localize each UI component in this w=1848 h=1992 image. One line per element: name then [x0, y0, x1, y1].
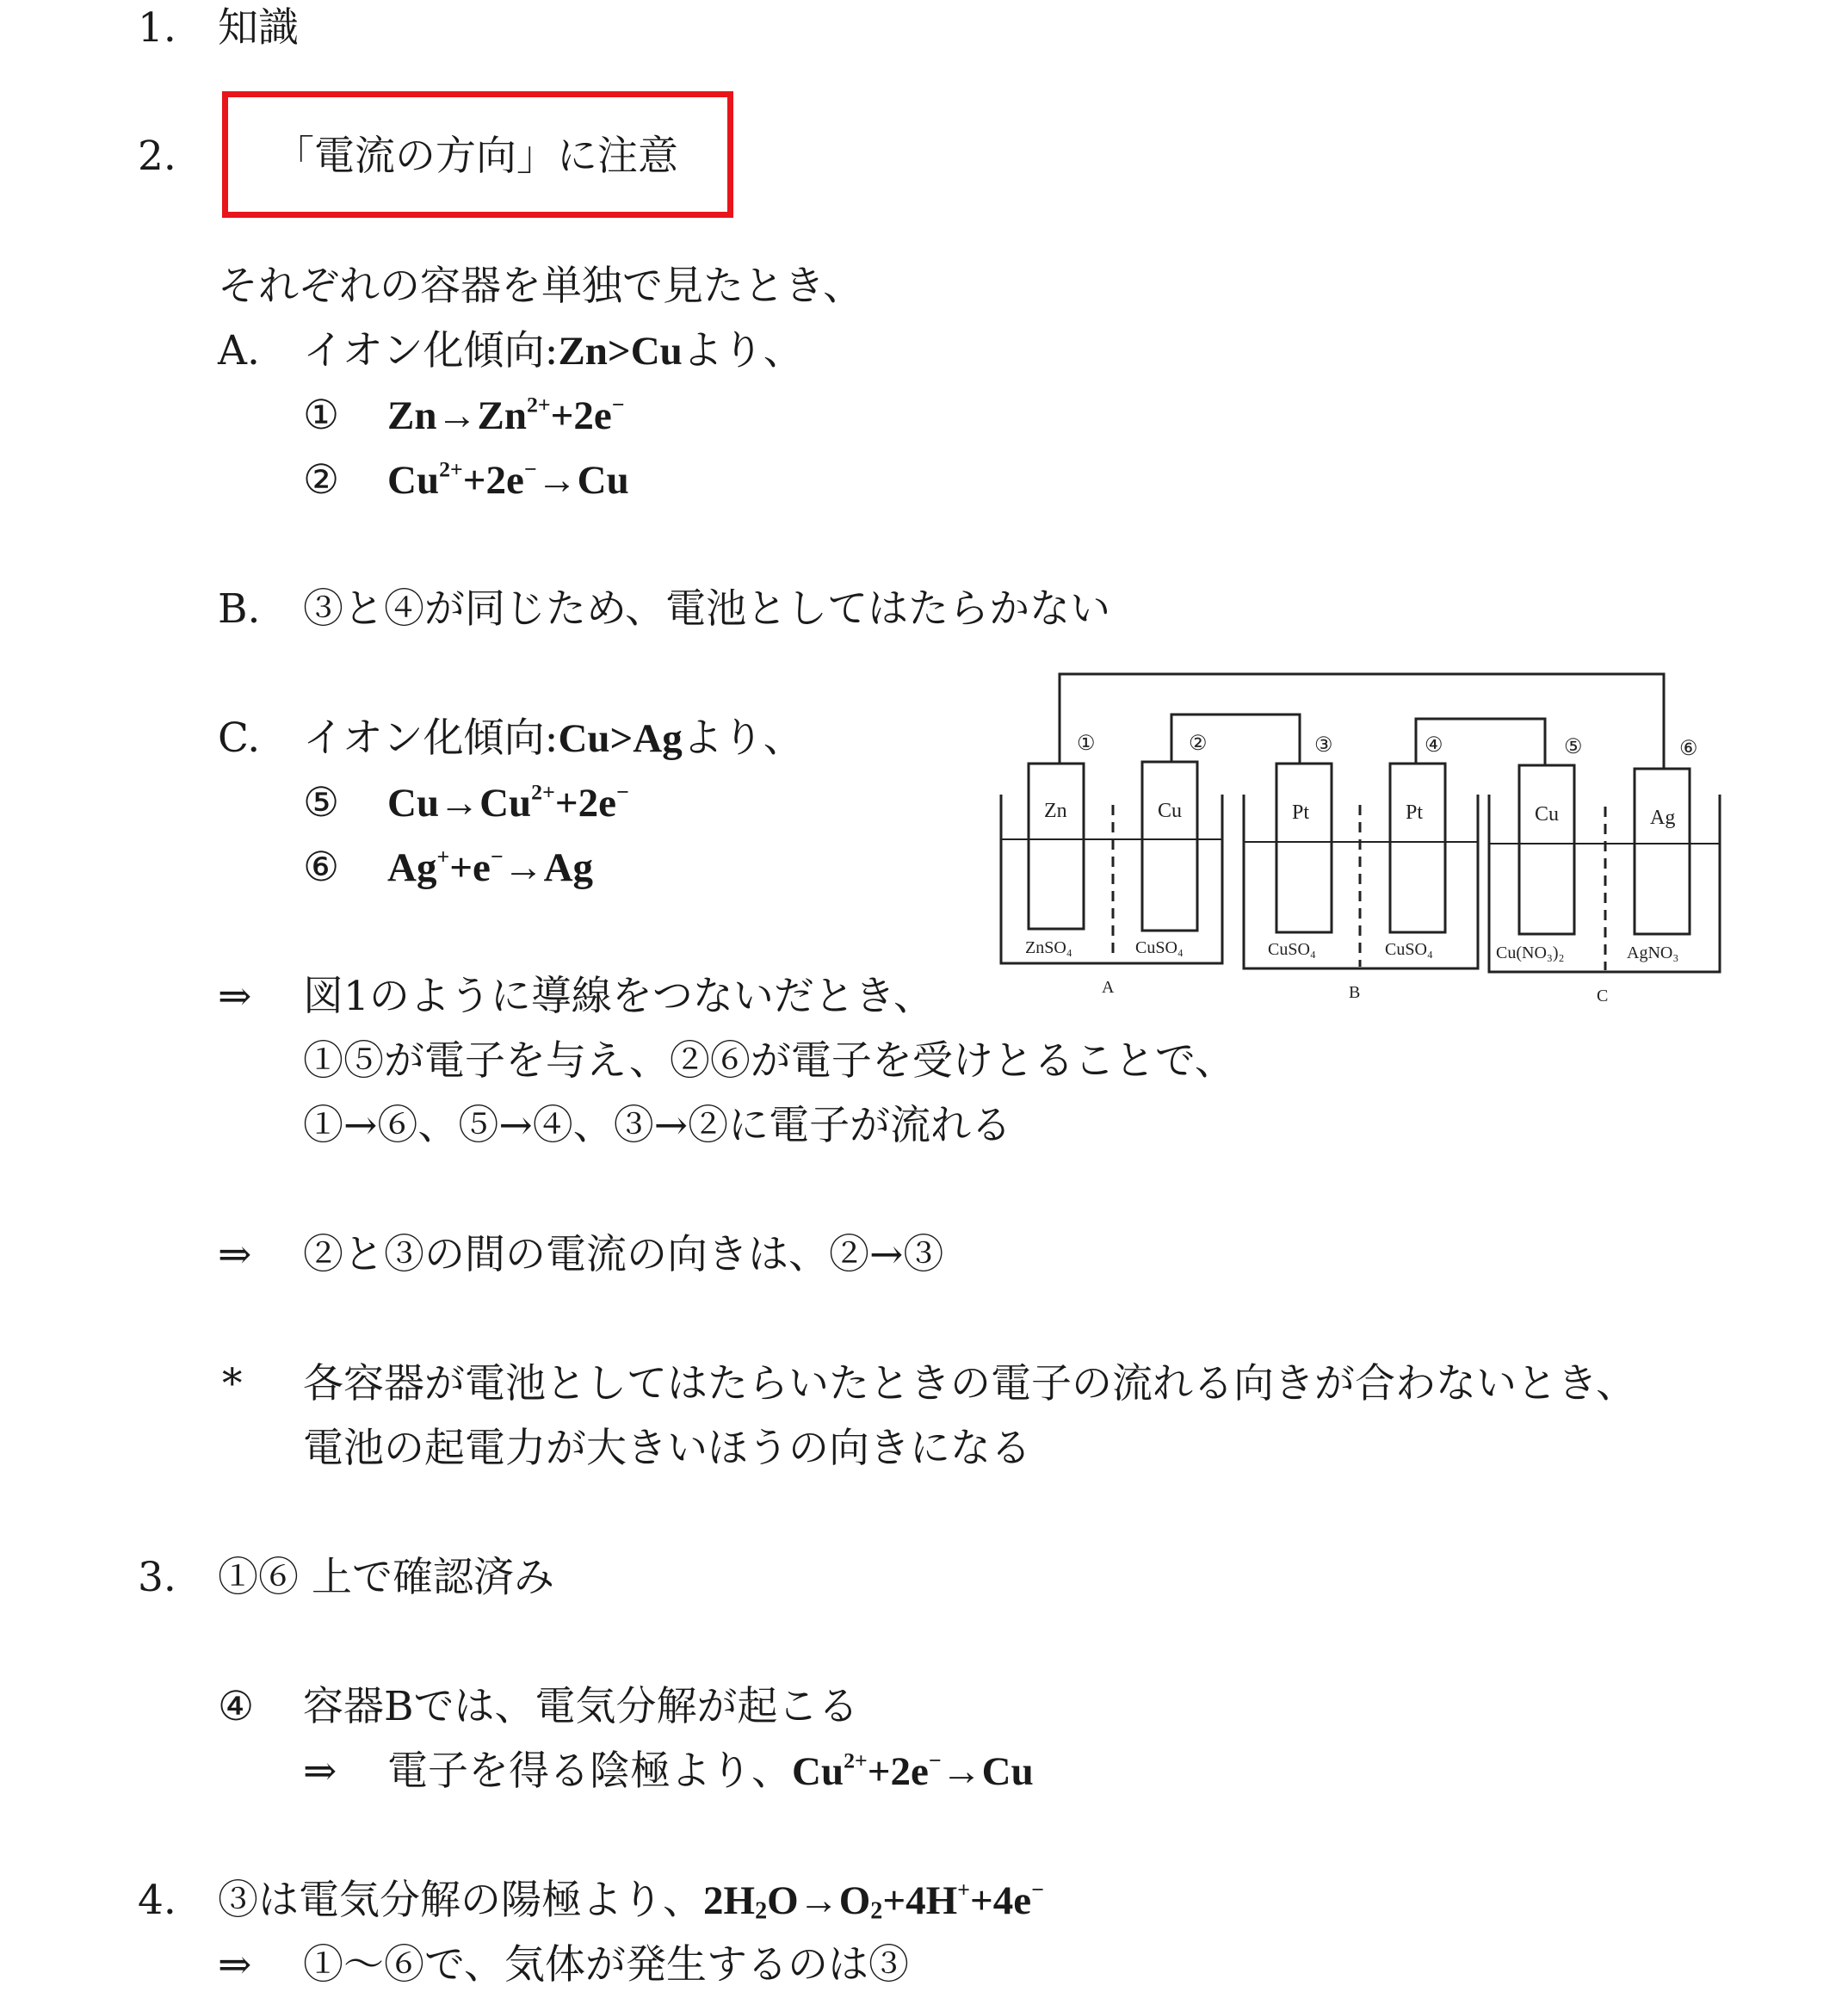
section-3-sub-mark: ④ [218, 1683, 255, 1730]
item-a-line: イオン化傾向:Zn>Cuより、 [303, 327, 804, 374]
electrode-2 [1142, 762, 1197, 931]
electrode-4-mark: ④ [1425, 734, 1443, 757]
item-a-label: A. [218, 327, 260, 374]
reaction-1-mark: ① [303, 392, 340, 439]
note-mark: * [222, 1360, 243, 1407]
section-1-number: 1. [138, 4, 176, 52]
solution-5: Cu(NO₃)₂ [1496, 943, 1565, 962]
section-4-line-1: ③は電気分解の陽極より、$2H_2O\to O_2+4H^++4e^-$ [218, 1877, 1044, 1925]
electrode-3-metal: Pt [1292, 801, 1310, 824]
section-3-text: ①⑥ 上で確認済み [218, 1554, 554, 1601]
solution-1: ZnSO₄ [1025, 938, 1072, 957]
cell-diagram [994, 667, 1726, 1020]
electrode-1-metal: Zn [1044, 800, 1067, 822]
solution-3: CuSO₄ [1268, 940, 1316, 959]
section-3-number: 3. [138, 1554, 176, 1601]
arrow-1-line-3: ①→⑥、⑤→④、③→②に電子が流れる [303, 1102, 1012, 1149]
electrode-4-metal: Pt [1406, 801, 1424, 824]
section-2-number: 2. [138, 133, 176, 180]
container-b-label: B [1349, 983, 1361, 1002]
section-4-line-2: ①〜⑥で、気体が発生するのは③ [303, 1941, 910, 1989]
note-line-1: 各容器が電池としてはたらいたときの電子の流れる向きが合わないとき、 [303, 1360, 1637, 1407]
reaction-2-mark: ② [303, 456, 340, 504]
section-4-arrow: ⇒ [218, 1941, 252, 1989]
section-1-text: 知識 [218, 4, 299, 52]
electrode-6-metal: Ag [1650, 807, 1676, 829]
electrode-5-mark: ⑤ [1564, 736, 1583, 758]
item-c-label: C. [218, 715, 261, 762]
section-4-number: 4. [138, 1877, 176, 1924]
item-b-text: ③と④が同じため、電池としてはたらかない [303, 585, 1111, 633]
electrode-3-mark: ③ [1314, 734, 1333, 757]
electrode-5 [1519, 765, 1574, 934]
electrode-3 [1276, 764, 1332, 932]
electrode-5-metal: Cu [1535, 803, 1560, 826]
electrode-1-mark: ① [1077, 733, 1096, 755]
arrow-1-line-1: 図1のように導線をつないだとき、 [303, 973, 935, 1020]
electrode-4 [1390, 764, 1445, 932]
reaction-6-mark: ⑥ [303, 844, 340, 891]
electrode-6 [1635, 769, 1690, 934]
arrow-2-mark: ⇒ [218, 1231, 252, 1278]
arrow-1-line-2: ①⑤が電子を与え、②⑥が電子を受けとることで、 [303, 1037, 1235, 1085]
container-a-label: A [1102, 978, 1115, 997]
electrode-6-mark: ⑥ [1679, 738, 1698, 760]
electrode-2-metal: Cu [1158, 800, 1183, 822]
reaction-5-mark: ⑤ [303, 779, 340, 826]
arrow-2-text: ②と③の間の電流の向きは、②→③ [303, 1231, 944, 1278]
container-c-label: C [1597, 987, 1609, 1005]
section-3-cathode-line: 電子を得る陰極より、$Cu^{2+}+2e^-\to Cu$ [387, 1748, 1034, 1795]
reaction-2-equation: $Cu^{2+}+2e^-\to Cu$ [387, 456, 629, 503]
section-3-sub-text: 容器Bでは、電気分解が起こる [303, 1683, 859, 1730]
section-3-arrow: ⇒ [303, 1748, 337, 1795]
solution-2: CuSO₄ [1135, 938, 1184, 957]
arrow-1-mark: ⇒ [218, 973, 252, 1020]
reaction-1-equation: $Zn\to Zn^{2+}+2e^-$ [387, 392, 625, 438]
item-c-line: イオン化傾向:Cu>Agより、 [303, 715, 804, 762]
solution-6: AgNO₃ [1627, 943, 1679, 962]
intro-line: それぞれの容器を単独で見たとき、 [218, 263, 864, 310]
boxed-heading: 「電流の方向」に注意 [274, 133, 678, 180]
item-b-label: B. [218, 585, 261, 633]
reaction-5-equation: $Cu\to Cu^{2+}+2e^-$ [387, 779, 629, 826]
note-line-2: 電池の起電力が大きいほうの向きになる [303, 1425, 1031, 1472]
reaction-6-equation: Ag++e−→Ag [387, 844, 594, 890]
solution-4: CuSO₄ [1385, 940, 1433, 959]
electrode-2-mark: ② [1189, 733, 1208, 755]
electrode-1 [1029, 764, 1084, 929]
